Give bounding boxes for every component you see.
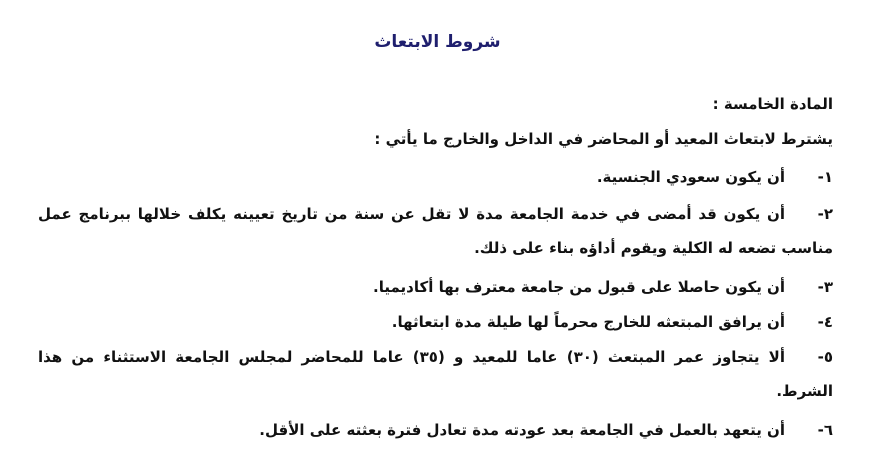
condition-item-2: [38, 197, 833, 265]
condition-number: ٤-: [817, 313, 833, 331]
condition-number: ٣-: [817, 278, 833, 296]
condition-item-5: [38, 340, 833, 408]
condition-text: أن يكون سعودي الجنسية.: [596, 168, 785, 186]
condition-number: ٥-: [817, 348, 833, 366]
condition-number: ١-: [817, 168, 833, 186]
condition-text: ألا يتجاوز عمر المبتعث (٣٠) عاما للمعيد و (٣٥) عاما للمحاضر لمجلس الجامعة الاستثناء من هذا الشرط.: [38, 348, 833, 400]
condition-item-3: [38, 270, 833, 304]
condition-item-6: [38, 413, 833, 447]
condition-text: أن يتعهد بالعمل في الجامعة بعد عودته مدة تعادل فترة بعثته على الأقل.: [259, 421, 785, 439]
intro-paragraph: يشترط لابتعاث المعيد أو المحاضر في الداخل والخارج ما يأتي :: [374, 130, 833, 148]
condition-number: ٦-: [817, 421, 833, 439]
condition-item-4: [38, 305, 833, 339]
condition-text: أن يكون حاصلا على قبول من جامعة معترف بها أكاديميا.: [373, 278, 785, 296]
document-title: شروط الابتعاث: [374, 32, 501, 52]
condition-text: أن يرافق المبتعثه للخارج محرماً لها طيلة مدة ابتعاثها.: [391, 313, 785, 331]
condition-number: ٢-: [817, 205, 833, 223]
condition-item-1: [38, 160, 833, 194]
condition-text: أن يكون قد أمضى في خدمة الجامعة مدة لا تقل عن سنة من تاريخ تعيينه يكلف خلالها ببرنامج عمل مناسب تضعه له الكلية ويقوم أداؤه بناء على ذلك.: [38, 205, 833, 257]
article-heading: المادة الخامسة :: [712, 95, 833, 113]
